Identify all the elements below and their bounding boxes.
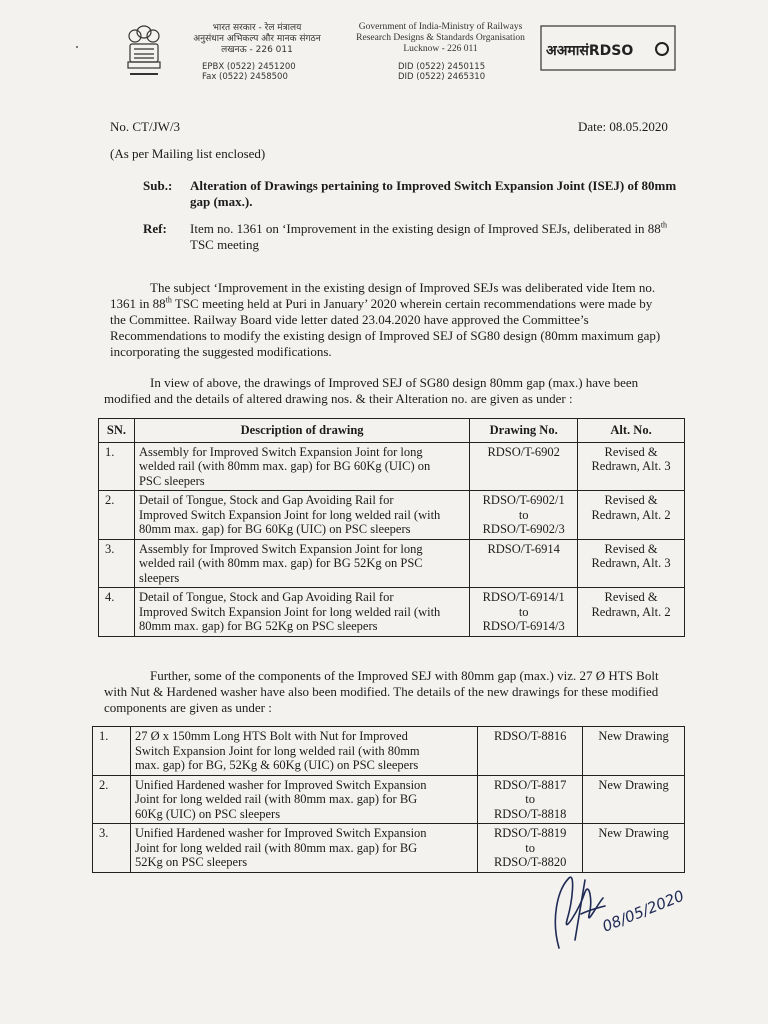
row-sn: 3. [93,824,131,873]
new-drawings-table [92,726,685,873]
english-line-1: Government of India-Ministry of Railways [358,22,523,32]
logo-text: अअमासंRDSO [546,43,634,59]
drawing-line: RDSO/T-6914 [487,541,560,556]
alt-line: Redrawn, Alt. 3 [591,459,671,473]
para3-line-3: components are given as under : [104,700,272,715]
desc-line: max. gap) for BG, 52Kg & 60Kg (UIC) on PSC sleepers [134,758,419,772]
row-description [130,727,477,776]
table-header-row [99,419,685,443]
drawing-line: RDSO/T-8817 [493,777,567,792]
mailing-note: (As per Mailing list enclosed) [110,146,266,161]
row-description [134,491,469,540]
drawing-line: RDSO/T-8820 [493,855,567,869]
table-row [99,539,685,588]
para1-superscript: th [165,295,172,305]
subject-label: Sub.: [143,178,173,193]
table-row [93,775,685,824]
desc-line: Assembly for Improved Switch Expansion Joint for long [138,541,423,556]
para1-line-2 [110,296,652,312]
desc-line: welded rail (with 80mm max. gap) for BG 52Kg on PSC [138,556,423,570]
drawing-line: RDSO/T-8818 [493,806,567,821]
para2-line-1: In view of above, the drawings of Improved SEJ of SG80 design 80mm gap (max.) have been [150,375,639,390]
alt-line: New Drawing [598,826,669,840]
header-description: Description of drawing [134,419,469,443]
alt-line: Redrawn, Alt. 3 [591,556,671,570]
english-line-3: Lucknow - 226 011 [403,44,478,54]
did-block [398,62,485,82]
header-alt-no: Alt. No. [578,419,685,443]
desc-line: Improved Switch Expansion Joint for long welded rail (with [138,604,441,619]
row-description [134,588,469,637]
drawing-line: to [518,604,529,619]
drawing-line: RDSO/T-8819 [493,826,567,840]
para3-line-1: Further, some of the components of the Improved SEJ with 80mm gap (max.) viz. 27 Ø HTS Bolt [150,668,659,683]
hindi-line-3: लखनऊ - 226 011 [221,45,293,55]
reference-label: Ref: [143,221,167,236]
handwritten-signature [545,870,695,960]
para1-line-3: the Committee. Railway Board vide letter dated 23.04.2020 have approved the Committee’s [110,312,589,327]
drawing-line: RDSO/T-6914/1 [482,590,565,604]
row-drawing-no [470,491,578,540]
row-description [134,442,469,491]
desc-line: Joint for long welded rail (with 80mm max. gap) for BG [134,792,418,806]
row-alt-no [578,588,685,637]
desc-line: Detail of Tongue, Stock and Gap Avoiding Rail for [138,590,394,604]
drawing-line: RDSO/T-6902 [487,444,560,459]
table-row [99,442,685,491]
para1-text-b: TSC meeting held at Puri in January’ 2020 wherein certain recommendations were made by [171,296,653,311]
desc-line: 80mm max. gap) for BG 52Kg on PSC sleepers [138,619,378,633]
para1-line-1: The subject ‘Improvement in the existing design of Improved SEJs was deliberated vide Item no. [150,280,656,295]
row-description [134,539,469,588]
row-sn: 1. [99,442,135,491]
para1-text-a: 1361 in 88 [110,296,166,311]
rdso-logo [540,25,676,71]
table-row [93,824,685,873]
alt-line: New Drawing [598,777,669,792]
reference-number: No. CT/JW/3 [110,119,181,134]
row-drawing-no [478,775,583,824]
drawing-line: RDSO/T-6914/3 [482,619,565,633]
desc-line: Assembly for Improved Switch Expansion Joint for long [138,444,423,459]
desc-line: Unified Hardened washer for Improved Switch Expansion [134,777,427,792]
row-sn: 3. [99,539,135,588]
desc-line: 27 Ø x 150mm Long HTS Bolt with Nut for Improved [134,729,408,743]
desc-line: 80mm max. gap) for BG 60Kg (UIC) on PSC sleepers [138,522,411,536]
row-sn: 2. [99,491,135,540]
row-drawing-no [478,727,583,776]
hindi-letterhead [182,23,332,56]
desc-line: Improved Switch Expansion Joint for long welded rail (with [138,507,441,522]
row-drawing-no [470,442,578,491]
alt-line: Revised & [604,444,658,459]
hindi-line-2: अनुसंधान अभिकल्प और मानक संगठन [193,34,321,44]
alt-line: Revised & [604,541,658,556]
row-drawing-no [478,824,583,873]
reference-text: Item no. 1361 on ‘Improvement in the existing design of Improved SEJs, deliberated in 88 [190,221,661,236]
para2-line-2: modified and the details of altered drawing nos. & their Alteration no. are given as under : [104,391,573,406]
row-sn: 1. [93,727,131,776]
header-drawing-no: Drawing No. [470,419,578,443]
english-letterhead [348,22,533,55]
alt-line: New Drawing [598,729,669,743]
alt-line: Revised & [604,493,658,507]
desc-line: sleepers [138,570,180,585]
table-row [99,491,685,540]
drawing-line: to [525,792,536,806]
row-drawing-no [470,539,578,588]
row-alt-no [583,775,685,824]
para1-line-4: Recommendations to modify the existing design of Improved SEJ of SG80 design (80mm maximum gap) [110,328,661,343]
desc-line: Detail of Tongue, Stock and Gap Avoiding Rail for [138,493,394,507]
table-row [93,727,685,776]
desc-line: 52Kg on PSC sleepers [134,855,248,869]
desc-line: 60Kg (UIC) on PSC sleepers [134,806,281,821]
subject-line-2: gap (max.). [190,194,253,209]
row-alt-no [583,824,685,873]
epbx-number: EPBX (0522) 2451200 [202,62,296,72]
did-number-2: DID (0522) 2465310 [398,72,486,82]
header-sn: SN. [99,419,135,443]
row-sn: 2. [93,775,131,824]
alt-line: Redrawn, Alt. 2 [591,507,671,522]
phone-block [202,62,296,82]
drawing-line: RDSO/T-8816 [493,729,567,743]
desc-line: welded rail (with 80mm max. gap) for BG 60Kg (UIC) on [138,459,431,473]
para1-line-5: incorporating the suggested modifications. [110,344,332,359]
alt-line: Revised & [604,590,658,604]
row-description [130,775,477,824]
alt-line: Redrawn, Alt. 2 [591,604,671,619]
row-alt-no [583,727,685,776]
desc-line: Switch Expansion Joint for long welded rail (with 80mm [134,743,420,758]
desc-line: Unified Hardened washer for Improved Switch Expansion [134,826,427,840]
row-drawing-no [470,588,578,637]
drawing-line: to [518,507,529,522]
para3-line-2: with Nut & Hardened washer have also been modified. The details of the new drawings for these modified [104,684,659,699]
reference-line-2: TSC meeting [190,237,259,252]
reference-line-1 [190,221,667,237]
hindi-line-1: भारत सरकार - रेल मंत्रालय [212,23,302,33]
table-row [99,588,685,637]
row-description [130,824,477,873]
signature-date: 08/05/2020 [599,886,687,936]
drawing-line: RDSO/T-6902/1 [482,493,565,507]
altered-drawings-table [98,418,685,637]
desc-line: Joint for long welded rail (with 80mm max. gap) for BG [134,840,418,855]
subject-line-1: Alteration of Drawings pertaining to Improved Switch Expansion Joint (ISEJ) of 80mm [190,178,677,193]
did-number-1: DID (0522) 2450115 [398,62,486,72]
desc-line: PSC sleepers [138,473,205,488]
reference-superscript: th [660,220,668,230]
row-alt-no [578,539,685,588]
row-sn: 4. [99,588,135,637]
english-line-2: Research Designs & Standards Organisation [356,33,525,43]
national-emblem-icon [124,22,164,80]
row-alt-no [578,442,685,491]
drawing-line: to [525,840,536,855]
row-alt-no [578,491,685,540]
fax-number: Fax (0522) 2458500 [202,72,288,82]
letter-date: Date: 08.05.2020 [578,119,668,134]
scan-speck [76,46,78,48]
drawing-line: RDSO/T-6902/3 [482,522,565,536]
